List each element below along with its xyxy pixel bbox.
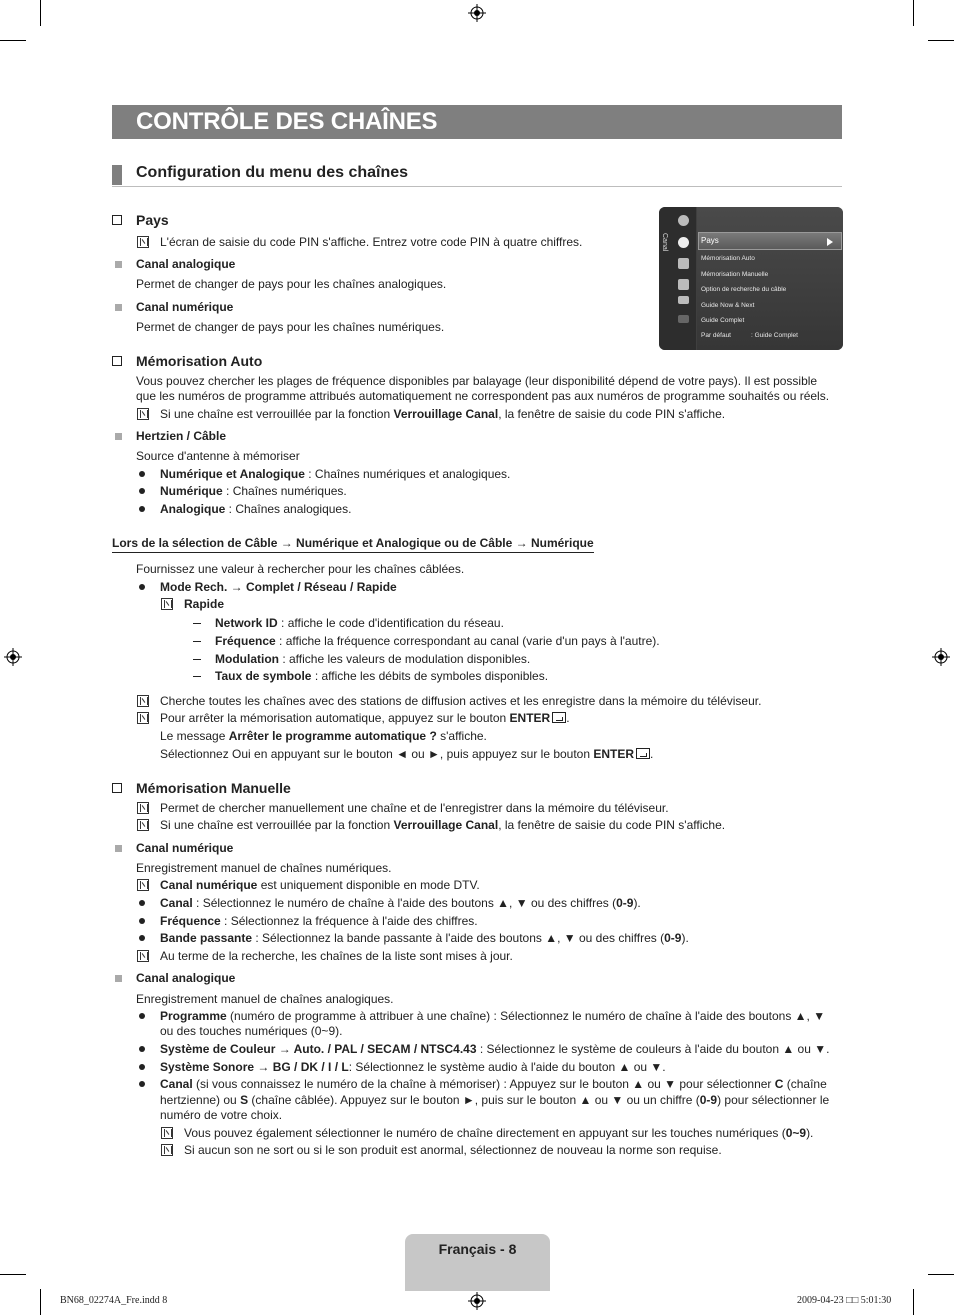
list-item: Analogique : Chaînes analogiques. [160, 502, 352, 516]
bullet-icon [139, 1046, 145, 1052]
hertz-text: Source d'antenne à mémoriser [136, 449, 300, 463]
manual-analog-text: Enregistrement manuel de chaînes analogiques. [136, 992, 394, 1006]
note-icon [137, 879, 149, 891]
cable-note: Sélectionnez Oui en appuyant sur le bouton ◄ ou ►, puis appuyez sur le bouton ENTER . [160, 747, 654, 761]
list-item: Système de Couleur → Auto. / PAL / SECAM / NTSC4.43 : Sélectionnez le système de couleurs à l'aide du bouton ▲ ou ▼. [160, 1042, 830, 1056]
manual-digital-heading: Canal numérique [136, 841, 234, 855]
channel-icon [678, 237, 689, 248]
hertz-heading: Hertzien / Câble [136, 429, 227, 443]
right-arrow-icon [827, 238, 833, 246]
page-title: CONTRÔLE DES CHAÎNES [136, 108, 438, 135]
cable-note: Cherche toutes les chaînes avec des stations de diffusion actives et les enregistre dans la mémoire du téléviseur. [160, 694, 762, 708]
support-icon [678, 315, 689, 323]
cable-note: Pour arrêter la mémorisation automatique, appuyez sur le bouton ENTER . [160, 711, 570, 725]
note-icon [137, 712, 149, 724]
manual-digital-note: Canal numérique est uniquement disponible en mode DTV. [160, 878, 480, 892]
mode-rech: Mode Rech. → Complet / Réseau / Rapide [160, 580, 397, 594]
note-icon [161, 598, 173, 610]
list-item-continuation: ou des touches numériques (0~9). [160, 1024, 343, 1038]
tv-menu-item: Guide Complet [701, 317, 745, 324]
pays-digital-text: Permet de changer de pays pour les chaînes numériques. [136, 320, 445, 334]
manual-digital-text: Enregistrement manuel de chaînes numériques. [136, 861, 392, 875]
enter-icon [552, 712, 566, 723]
bullet-icon [139, 488, 145, 494]
manual-note: Si une chaîne est verrouillée par la fonction Verrouillage Canal, la fenêtre de saisie du code PIN s'affiche. [160, 818, 726, 832]
tv-menu-item: Guide Now & Next [701, 302, 755, 309]
list-item: Numérique : Chaînes numériques. [160, 484, 347, 498]
registration-mark-icon [4, 648, 22, 666]
list-item-continuation: numéro de votre choix. [160, 1108, 283, 1122]
square-bullet-icon [115, 304, 122, 311]
pays-heading: Pays [136, 212, 169, 228]
cable-subheading: Lors de la sélection de Câble → Numérique et Analogique ou de Câble → Numérique [112, 536, 594, 553]
dash-icon [193, 641, 201, 642]
crop-mark [40, 1289, 41, 1315]
input-icon [678, 279, 689, 290]
crop-mark [0, 1274, 26, 1275]
tv-menu-selected-row [698, 232, 842, 250]
auto-note: Si une chaîne est verrouillée par la fonction Verrouillage Canal, la fenêtre de saisie du code PIN s'affiche. [160, 407, 726, 421]
cable-note: Le message Arrêter le programme automatique ? s'affiche. [160, 729, 487, 743]
manual-analog-note: Vous pouvez également sélectionner le numéro de chaîne directement en appuyant sur les touches numériques (0~9). [184, 1126, 814, 1140]
registration-mark-icon [932, 648, 950, 666]
bullet-icon [139, 1081, 145, 1087]
checkbox-icon [112, 356, 122, 366]
note-icon [137, 236, 149, 248]
registration-mark-icon [468, 4, 486, 22]
title-bar [112, 105, 842, 139]
bullet-icon [139, 935, 145, 941]
auto-heading: Mémorisation Auto [136, 353, 263, 369]
square-bullet-icon [115, 975, 122, 982]
bullet-icon [139, 1064, 145, 1070]
list-item: Canal (si vous connaissez le numéro de la chaîne à mémoriser) : Appuyez sur le bouton ▲ ou ▼ pour sélectionner C (chaîne [160, 1077, 827, 1091]
list-item: Bande passante : Sélectionnez la bande passante à l'aide des boutons ▲, ▼ ou des chiffres (0-9). [160, 931, 689, 945]
pays-note: L'écran de saisie du code PIN s'affiche. Entrez votre code PIN à quatre chiffres. [160, 235, 583, 249]
bullet-icon [139, 918, 145, 924]
manual-analog-heading: Canal analogique [136, 971, 236, 985]
list-item: Fréquence : affiche la fréquence correspondant au canal (varie d'un pays à l'autre). [215, 634, 660, 648]
note-icon [137, 950, 149, 962]
auto-text: que les numéros de programme attribués automatiquement ne correspondent pas aux numéros de programme souhaités ou réels. [136, 389, 830, 403]
section-header [112, 160, 842, 187]
section-title: Configuration du menu des chaînes [136, 164, 409, 181]
tv-menu-side-label: Canal [661, 233, 668, 252]
tv-menu-item: Option de recherche du câble [701, 286, 787, 293]
list-item-continuation: hertzienne) ou S (chaîne câblée). Appuyez sur le bouton ►, puis sur le bouton ▲ ou ▼ ou un chiffre (0-9) pour sélectionner le [160, 1093, 830, 1107]
list-item: Programme (numéro de programme à attribuer à une chaîne) : Sélectionnez le numéro de chaîne à l'aide des boutons ▲, ▼ [160, 1009, 826, 1023]
auto-text: Vous pouvez chercher les plages de fréquence disponibles par balayage (leur disponibilité dépend de votre pays). Il est possible [136, 374, 818, 388]
checkbox-icon [112, 215, 122, 225]
square-bullet-icon [115, 261, 122, 268]
list-item: Modulation : affiche les valeurs de modulation disponibles. [215, 652, 531, 666]
enter-icon [636, 748, 650, 759]
square-bullet-icon [115, 433, 122, 440]
tv-menu-screenshot [659, 207, 843, 350]
note-icon [137, 408, 149, 420]
dash-icon [193, 676, 201, 677]
pays-digital-heading: Canal numérique [136, 300, 234, 314]
tv-menu-item: Par défaut [701, 332, 731, 339]
registration-mark-icon [468, 1292, 486, 1310]
section-marker [112, 165, 122, 185]
list-item: Taux de symbole : affiche les débits de symboles disponibles. [215, 669, 549, 683]
manual-digital-note: Au terme de la recherche, les chaînes de la liste sont mises à jour. [160, 949, 513, 963]
tv-menu-sidebar [659, 207, 696, 350]
note-icon [161, 1127, 173, 1139]
picture-icon [678, 215, 689, 226]
list-item: Système Sonore → BG / DK / I / L: Sélectionnez le système audio à l'aide du bouton ▲ ou ▼. [160, 1060, 666, 1074]
checkbox-icon [112, 783, 122, 793]
page-number-tab [405, 1234, 550, 1291]
tv-menu-item: Mémorisation Auto [701, 255, 755, 262]
list-item: Numérique et Analogique : Chaînes numériques et analogiques. [160, 467, 511, 481]
setup-icon [678, 258, 689, 269]
crop-mark [0, 40, 26, 41]
note-icon [161, 1144, 173, 1156]
pays-analog-text: Permet de changer de pays pour les chaînes analogiques. [136, 277, 447, 291]
note-icon [137, 819, 149, 831]
square-bullet-icon [115, 845, 122, 852]
cable-intro: Fournissez une valeur à rechercher pour les chaînes câblées. [136, 562, 465, 576]
note-icon [137, 695, 149, 707]
crop-mark [913, 0, 914, 26]
manual-heading: Mémorisation Manuelle [136, 780, 291, 796]
list-item: Canal : Sélectionnez le numéro de chaîne à l'aide des boutons ▲, ▼ ou des chiffres (0-9). [160, 896, 641, 910]
bullet-icon [139, 471, 145, 477]
list-item: Fréquence : Sélectionnez la fréquence à l'aide des chiffres. [160, 914, 478, 928]
tv-menu-item-pays: Pays [701, 236, 719, 245]
bullet-icon [139, 584, 145, 590]
print-slug-right: 2009-04-23 □□ 5:01:30 [797, 1295, 892, 1306]
crop-mark [40, 0, 41, 26]
print-slug-left: BN68_02274A_Fre.indd 8 [60, 1295, 168, 1306]
crop-mark [928, 1274, 954, 1275]
bullet-icon [139, 900, 145, 906]
rapide-label: Rapide [184, 597, 225, 611]
bullet-icon [139, 1013, 145, 1019]
dash-icon [193, 659, 201, 660]
tv-menu-item: Mémorisation Manuelle [701, 271, 769, 278]
dash-icon [193, 623, 201, 624]
application-icon [678, 296, 689, 304]
bullet-icon [139, 506, 145, 512]
list-item: Network ID : affiche le code d'identification du réseau. [215, 616, 504, 630]
crop-mark [928, 40, 954, 41]
pays-analog-heading: Canal analogique [136, 257, 236, 271]
page-number: Français - 8 [438, 1241, 517, 1257]
note-icon [137, 802, 149, 814]
manual-analog-note: Si aucun son ne sort ou si le son produit est anormal, sélectionnez de nouveau la norme son requise. [184, 1143, 722, 1157]
manual-note: Permet de chercher manuellement une chaîne et de l'enregistrer dans la mémoire du téléviseur. [160, 801, 669, 815]
tv-menu-item-value: : Guide Complet [751, 332, 798, 339]
crop-mark [913, 1289, 914, 1315]
